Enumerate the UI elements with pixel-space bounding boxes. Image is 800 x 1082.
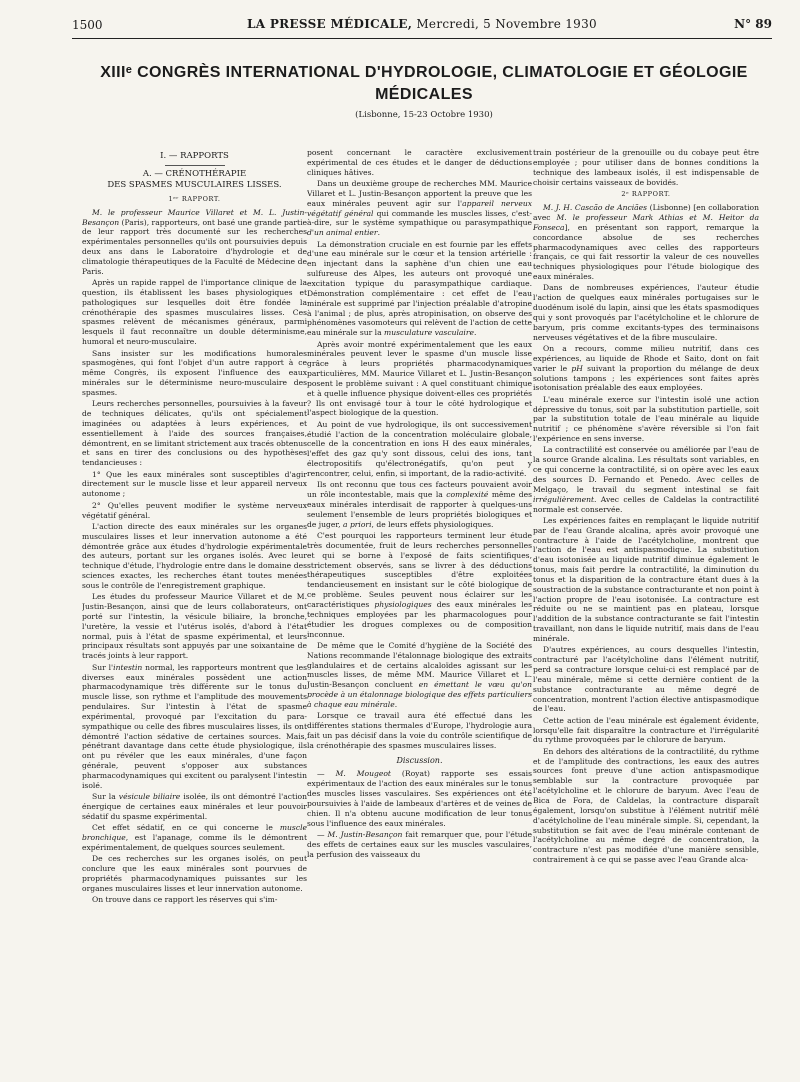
header-rule	[72, 38, 772, 39]
paragraph-text: On a recours, comme milieu nutritif, dans ces expériences, au liquide de Rhode et Saito, dont on fait varier le	[533, 344, 759, 373]
paragraph: Les études du professeur Maurice Villaret et de M. Justin-Besançon, ainsi que de leurs collaborateurs, ont porté sur l'intestin, la vésicule biliaire, la bronche, l'uretère, la vessie et l'utérus isolés, d'abord à l'état normal, puis à l'état de spasme expérimental, et leurs principaux résultats sont appuyés par une soixantaine de tracés joints à leur rapport.	[82, 592, 307, 661]
emphasis: musculature vasculaire	[384, 328, 474, 338]
emphasis: M. le professeur Mark Athias et M. Heitor da Fonseca	[533, 213, 759, 232]
paragraph-text: La contractilité est conservée ou améliorée par l'eau de la source Grande alcalina. Les résultats sont variables, en ce qui concerne la contractilité, si on opère avec les eaux des sources D. Fernando et Penedo. Avec celles de Melgaço, le travail du segment intestinal se fait	[533, 445, 759, 494]
paragraph: 1° Que les eaux minérales sont susceptibles d'agir directement sur le muscle lisse et leur appareil nerveux autonome ;	[82, 469, 307, 499]
paragraph: posent concernant le caractère exclusivement expérimental de ces études et le danger de déductions cliniques hâtives.	[307, 148, 532, 177]
emphasis: muscle bronchique	[82, 823, 307, 842]
emphasis: a priori	[343, 519, 372, 529]
paragraph: train postérieur de la grenouille ou du cobaye peut être employée ; pour utiliser dans de bonnes conditions la technique des lambeaux isolés, il est indispensable de choisir certains vaisseaux de bovidés.	[533, 148, 759, 187]
emphasis: d'un animal entier	[307, 228, 378, 238]
paragraph: En dehors des altérations de la contractilité, du rythme et de l'amplitude des contractions, les eaux des autres sources font preuve d'une action antispasmodique semblable sur la contracture provoquée par l'acétylcholine et le chlorure de baryum. Avec l'eau de Bica de Fora, de Caldelas, la contracture disparaît également, lorsqu'on substitue à l'élément nutritif mêlé d'acétylcholine de l'eau minérale simple. Si, cependant, la substitution se fait avec de l'eau minérale contenant de l'acétylcholine au même degré de concentration, la contracture n'est pas modifiée d'une manière sensible, contrairement à ce qui se passe avec l'eau Grande alca-	[533, 746, 759, 865]
paragraph	[82, 823, 307, 853]
paragraph-text: De même que le Comité d'hygiène de la Société des Nations recommande l'étalonnage biologique des extraits glandulaires et de certains alcaloïdes agissant sur les muscles lisses, de même MM. Maurice Villaret et L. Justin-Besançon concluent	[307, 640, 532, 690]
paragraph: On trouve dans ce rapport les réserves qui s'im-	[92, 895, 278, 905]
paragraph: Dans de nombreuses expériences, l'auteur étudie l'action de quelques eaux minérales portugaises sur le duodénum isolé du lapin, ainsi que les états spasmodiques qui y sont provoqués par l'acétylcholine et le chlorure de baryum, pris comme excitants-types des terminaisons nerveuses végétatives et de la fibre musculaire.	[533, 283, 759, 342]
paragraph-text: .	[473, 328, 477, 338]
paragraph-text: fait remarquer que, pour l'étude des effets de certaines eaux sur les muscles vasculaires, la perfusion des vaisseaux du	[307, 830, 532, 859]
author-names: M. J. H. Cascão de Anciães	[543, 203, 648, 213]
paragraph-text: (Paris), rapporteurs, ont basé une grande partie de leur rapport très documenté sur les recherches expérimentales personnelles qu'ils ont poursuivies depuis deux ans dans le Laboratoire d'hydrologie et de climatologie thérapeutiques de la Faculté de Médecine de Paris.	[82, 217, 307, 276]
paragraph: Les expériences faites en remplaçant le liquide nutritif par de l'eau Grande alcalina, après avoir provoqué une contracture à l'aide de l'acétylcholine, montrent que l'action de l'eau est antispasmodique. La substitution d'eau isotonisée au liquide nutritif diminue également le tonus, mais fait perdre la contractilité, la diminution du tonus et la disparition de la contracture étant dues à la soustraction de la substance contracturante et non point à l'action propre de l'eau isotonisée. La contracture est réduite ou ne se maintient pas en plateau, lorsque l'addition de la substance contracturante se fait l'intestin travaillant, non dans le liquide nutritif, mais dans de l'eau minérale.	[533, 515, 759, 643]
paragraph	[307, 480, 532, 529]
paragraph-text: suivant la proportion du mélange de deux solutions tampons ; les expériences sont faites après isotonisation préalable des eaux employées.	[533, 363, 759, 393]
paragraph	[533, 203, 759, 282]
paragraph	[307, 769, 532, 828]
paragraph-text: ], en présentant son rapport, remarque la concordance absolue de ses recherches pharmacodynamiques avec celles des rapporteurs français, ce qui fait ressortir la valeur de ces nouvelles techniques physiologiques pour l'étude biologique des eaux minérales.	[533, 222, 759, 282]
paragraph: Après un rapide rappel de l'importance clinique de la question, ils établissent les bases physiologiques et pathologiques sur lesquelles doit être fondée la crénothérapie des spasmes musculaires lisses. Ces spasmes relèvent de mécanismes généraux, parmi lesquels il faut reconnaître un double déterminisme, humoral et neuro-musculaire.	[82, 278, 307, 347]
paragraph: Après avoir montré expérimentalement que les eaux minérales peuvent lever le spasme d'un muscle lisse grâce à leurs propriétés pharmacodynamiques particulières, MM. Maurice Villaret et L. Justin-Besançon posent le problème suivant : A quel constituant chimique et à quelle influence physique doivent-elles ces propriétés ? Ils ont envisagé tour à tour le côté hydrologique et l'aspect biologique de la question.	[307, 339, 532, 418]
paragraph: De ces recherches sur les organes isolés, on peut conclure que les eaux minérales sont pourvues de propriétés pharmacodynamiques puissantes sur les organes musculaires lisses et leur innervation autonome.	[82, 854, 307, 893]
section-rule	[165, 165, 225, 166]
subsection-heading-b: DES SPASMES MUSCULAIRES LISSES.	[107, 179, 282, 190]
paragraph-text: Ils ont reconnu que tous ces facteurs pouvaient avoir un rôle incontestable, mais que la	[307, 480, 532, 500]
paragraph-text: La démonstration cruciale en est fournie par les effets d'une eau minérale sur le cœur et la tension artérielle : en injectant dans la saphène d'un chien une eau sulfureuse des Alpes, les auteurs ont provoqué une excitation typique du parasympathique cardiaque. Démonstration complémentaire : cet effet de l'eau minérale est supprimé par l'injection préalable d'atropine à l'animal ; de plus, après atropinisation, on observe des phénomènes vasomoteurs qui relèvent de l'action de cette eau minérale sur la	[307, 239, 532, 338]
congress-title: XIIIᵉ CONGRÈS INTERNATIONAL D'HYDROLOGIE, CLIMATOLOGIE ET GÉOLOGIE	[100, 64, 748, 81]
paragraph-text: Dans un deuxième groupe de recherches MM. Maurice Villaret et L. Justin-Besançon apportent la preuve que les eaux minérales peuvent agir sur l'	[307, 179, 532, 208]
issue-date: Mercredi, 5 Novembre 1930	[412, 17, 597, 31]
emphasis: pH	[571, 363, 583, 373]
congress-subtitle: MÉDICALES	[375, 86, 473, 103]
column-2	[307, 148, 532, 1066]
column-1	[82, 148, 307, 1066]
paragraph-text: des eaux minérales les techniques employées par les pharmacologues pour étudier les drogues complexes ou de composition inconnue.	[307, 599, 532, 639]
subsection-heading-a: A. — CRÉNOTHÉRAPIE	[142, 168, 247, 179]
paragraph-text: . Avec celles de Caldelas la contractilité normale est conservée.	[533, 494, 759, 514]
emphasis: complexité	[446, 490, 489, 500]
section-heading: I. — RAPPORTS	[160, 151, 229, 161]
paragraph	[307, 830, 532, 860]
paragraph-text: même des eaux minérales interdisait de rapporter à quelques-uns seulement l'ensemble de leurs propriétés biologiques et de juger,	[307, 490, 532, 529]
issue-number: N° 89	[734, 17, 772, 31]
paragraph-text: normal, les rapporteurs montrent que les diverses eaux minérales possèdent une action pharmacodynamique très différente sur le tonus du muscle lisse, son rythme et l'amplitude des mouvements pendulaires. Sur l'intestin à l'état de spasme expérimental, provoqué par l'excitation du para-sympathique ou celle des fibres musculaires lisses, ils ont démontré l'action sédative de certaines sources. Mais, pénétrant davantage dans cette étude physiologique, ils ont pu révéler que les eaux minérales, d'une façon générale, peuvent s'opposer aux substances pharmacodynamiques qui excitent ou paralysent l'intestin isolé.	[82, 662, 307, 790]
congress-place: (Lisbonne, 15-23 Octobre 1930)	[355, 110, 493, 120]
paragraph: L'action directe des eaux minérales sur les organes musculaires lisses et leur innervation autonome a été démontrée grâce aux études d'hydrologie expérimentale des auteurs, portant sur les organes isolés. Avec leur technique d'étude, l'hydrologie entre dans le domaine des sciences exactes, les recherches étant toutes menées sous le contrôle de l'enregistrement graphique.	[82, 521, 307, 590]
paragraph-text: (Royat) rapporte ses essais expérimentaux de l'action des eaux minérales sur le tonus des muscles lisses vasculaires. Ses expériences ont été poursuivies à l'aide de lambeaux d'artères et de veines de chien. Il n'a obtenu aucune modification de leur tonus sous l'influence des eaux minérales.	[307, 769, 532, 828]
paragraph-text: qui commande les muscles lisses, c'est-à-dire, sur le système sympathique ou parasympathique	[307, 208, 532, 228]
report-label-1: 1ᵉʳ RAPPORT.	[168, 194, 221, 203]
discussion-heading: Discussion.	[396, 755, 443, 765]
paragraph-text: isolée, ils ont démontré l'action énergique de certaines eaux minérales et leur pouvoir sédatif du spasme expérimental.	[82, 792, 307, 821]
paragraph-text: C'est pourquoi les rapporteurs terminent leur étude très documentée, fruit de leurs recherches personnelles et qui se borne à l'exposé de faits scientifiques, strictement observés, sans se livrer à des déductions thérapeutiques susceptibles d'être exploitées tendancieusement en insistant sur le côté biologique de ce problème. Seules peuvent nous éclairer sur les caractéristiques	[307, 531, 532, 609]
paragraph: L'eau minérale exerce sur l'intestin isolé une action dépressive du tonus, soit par la substitution partielle, soit par la substitution totale de l'eau minérale au liquide nutritif ; ce phénomène s'avère réversible si l'on fait l'expérience en sens inverse.	[533, 394, 759, 444]
speaker-name: — M. Justin-Besançon	[317, 830, 403, 840]
paragraph	[82, 208, 307, 277]
journal-name: LA PRESSE MÉDICALE,	[247, 17, 413, 31]
paragraph	[307, 531, 532, 639]
report-label-2: 2ᵉ RAPPORT.	[621, 190, 671, 199]
paragraph-text: Cet effet sédatif, en ce qui concerne le	[92, 823, 280, 833]
emphasis: intestin	[113, 662, 143, 672]
congress-heading	[78, 64, 770, 120]
emphasis: appareil nerveux végétatif général	[307, 198, 532, 218]
paragraph	[307, 240, 532, 338]
subsection-heading	[82, 169, 307, 191]
paragraph: Sans insister sur les modifications humorales spasmogènes, qui font l'objet d'un autre rapport à ce même Congrès, ils exposent l'influence des eaux minérales sur le déterminisme neuro-musculaire des spasmes.	[82, 348, 307, 397]
paragraph-text: .	[377, 228, 380, 238]
paragraph	[82, 792, 307, 822]
emphasis: en émettant le vœu qu'on procède à un étalonnage biologique des effets particuliers à chaque eau minérale	[307, 680, 532, 709]
paragraph: 2° Qu'elles peuvent modifier le système nerveux végétatif général.	[82, 500, 307, 520]
paragraph	[82, 663, 307, 791]
paragraph	[533, 445, 759, 514]
paragraph: Cette action de l'eau minérale est également évidente, lorsqu'elle fait disparaître la contracture et l'irrégularité du rythme provoquées par le chlorure de baryum.	[533, 715, 759, 745]
paragraph	[307, 179, 532, 238]
paragraph: D'autres expériences, au cours desquelles l'intestin, contracturé par l'acétylcholine dans l'élément nutritif, perd sa contracture lorsque celui-ci est remplacé par de l'eau minérale, même si cette dernière contient de la substance contracturante au même degré de concentration, montrent l'action élective antispasmodique de l'eau.	[533, 645, 759, 714]
paragraph-text: Sur l'	[92, 662, 114, 672]
paragraph: Leurs recherches personnelles, poursuivies à la faveur de techniques délicates, qu'ils ont spécialement imaginées ou adaptées à leurs expériences, et essentiellement à l'aide des sources françaises, démontrent, en se limitant strictement aux tracés obtenus et sans en tirer des conclusions ou des hypothèses tendancieuses :	[82, 399, 307, 468]
paragraph-text: (Lisbonne) [en collaboration avec	[533, 203, 759, 223]
column-3	[533, 148, 759, 1066]
emphasis: vésicule biliaire	[118, 792, 181, 802]
paragraph-text: , de leurs effets physiologiques.	[371, 519, 494, 529]
paragraph-text: Sur la	[92, 792, 119, 802]
paragraph-text: , est l'apanage, comme ils le démontrent expérimentalement, de quelques sources seulement.	[82, 833, 307, 852]
paragraph	[307, 641, 532, 710]
paragraph	[533, 344, 759, 393]
speaker-name: — M. Mougeot	[317, 769, 391, 779]
journal-title	[72, 17, 772, 31]
paragraph: Lorsque ce travail aura été effectué dans les différentes stations thermales d'Europe, l'hydrologie aura fait un pas décisif dans la voie du contrôle scientifique de la crénothérapie des spasmes musculaires lisses.	[307, 711, 532, 750]
paragraph-text: .	[394, 699, 398, 709]
paragraph: Au point de vue hydrologique, ils ont successivement étudié l'action de la concentration moléculaire globale, celle de la concentration en ions H des eaux minérales, l'effet des gaz qu'y sont dissous, celui des ions, tant électropositifs qu'électronégatifs, qu'on peut y rencontrer, celui, enfin, si important, de la radio-activité.	[307, 419, 532, 478]
emphasis: irrégulièrement	[533, 494, 595, 504]
emphasis: physiologiques	[374, 599, 432, 609]
author-names: M. le professeur Maurice Villaret et M. L. Justin-Besançon	[82, 207, 307, 227]
running-head	[72, 16, 772, 38]
page-number: 1500	[72, 18, 103, 32]
